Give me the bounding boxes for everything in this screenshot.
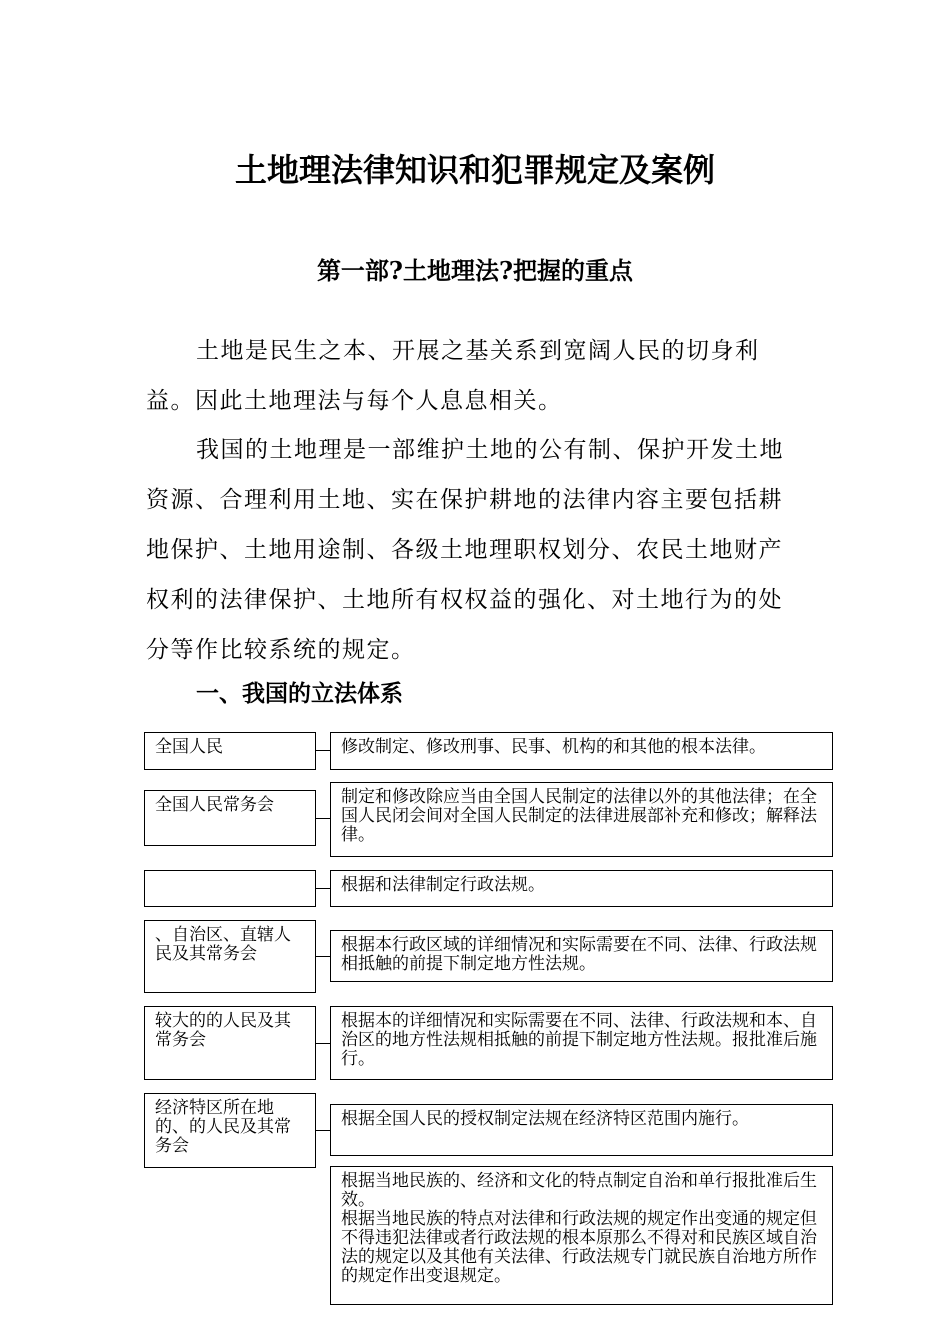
legislature-name: 全国人民 (155, 737, 223, 757)
connector-line (316, 750, 330, 751)
connector-line (316, 888, 330, 889)
legislature-name: 、自治区、直辖人民及其常务会 (155, 925, 291, 964)
autonomous-regulation-box (330, 1166, 833, 1305)
connector-line (316, 956, 330, 957)
legislature-box-right (330, 782, 833, 857)
document-title: 土地理法律知识和犯罪规定及案例 (234, 151, 715, 189)
section-heading: 一、我国的立法体系 (196, 680, 403, 707)
connector-line (316, 818, 330, 819)
legislature-box-left (144, 1006, 316, 1080)
paragraph-1: 土地是民生之本、开展之基关系到宽阔人民的切身利益。因此土地理法与每个人息息相关。 (146, 338, 760, 414)
legislature-power: 制定和修改除应当由全国人民制定的法律以外的其他法律；在全国人民闭会间对全国人民制定的法律进展部补充和修改；解释法律。 (341, 787, 817, 845)
autonomous-regulation-text: 根据当地民族的、经济和文化的特点制定自治和单行报批准后生效。 根据当地民族的特点对法律和行政法规的规定作出变通的规定但不得违犯法律或者行政法规的根本原那么不得对和民族区域自治法的规定以及其他有关法律、行政法规专门就民族自治地方所作的规定作出变退规定。 (341, 1171, 817, 1286)
paragraph-2: 我国的土地理是一部维护土地的公有制、保护开发土地资源、合理利用土地、实在保护耕地的法律内容主要包括耕地保护、土地用途制、各级土地理职权划分、农民土地财产权利的法律保护、土地所有权权益的强化、对土地行为的处分等作比较系统的规定。 (146, 437, 784, 663)
connector-line (316, 1043, 330, 1044)
legislature-box-right (330, 870, 833, 907)
legislature-name: 经济特区所在地的、的人民及其常务会 (155, 1098, 291, 1156)
legislature-box-left (144, 790, 316, 846)
legislature-box-right (330, 1006, 833, 1080)
legislature-name: 全国人民常务会 (155, 795, 274, 815)
legislature-box-right (330, 1104, 833, 1156)
legislature-box-left (144, 1093, 316, 1168)
connector-line (316, 1130, 330, 1131)
legislature-name: 较大的的人民及其常务会 (155, 1011, 291, 1050)
legislature-power: 根据本行政区域的详细情况和实际需要在不同、法律、行政法规相抵触的前提下制定地方性法规。 (341, 935, 817, 974)
legislature-box-right (330, 732, 833, 770)
legislature-box-right (330, 930, 833, 982)
legislature-box-left (144, 732, 316, 770)
legislature-power: 修改制定、修改刑事、民事、机构的和其他的根本法律。 (341, 737, 766, 757)
section-subtitle: 第一部?土地理法?把握的重点 (316, 256, 634, 285)
legislature-power: 根据全国人民的授权制定法规在经济特区范围内施行。 (341, 1109, 749, 1129)
legislature-power: 根据和法律制定行政法规。 (341, 875, 545, 895)
legislature-box-left (144, 870, 316, 907)
legislature-power: 根据本的详细情况和实际需要在不同、法律、行政法规和本、自治区的地方性法规相抵触的前提下制定地方性法规。报批准后施行。 (341, 1011, 817, 1069)
legislature-box-left (144, 920, 316, 993)
